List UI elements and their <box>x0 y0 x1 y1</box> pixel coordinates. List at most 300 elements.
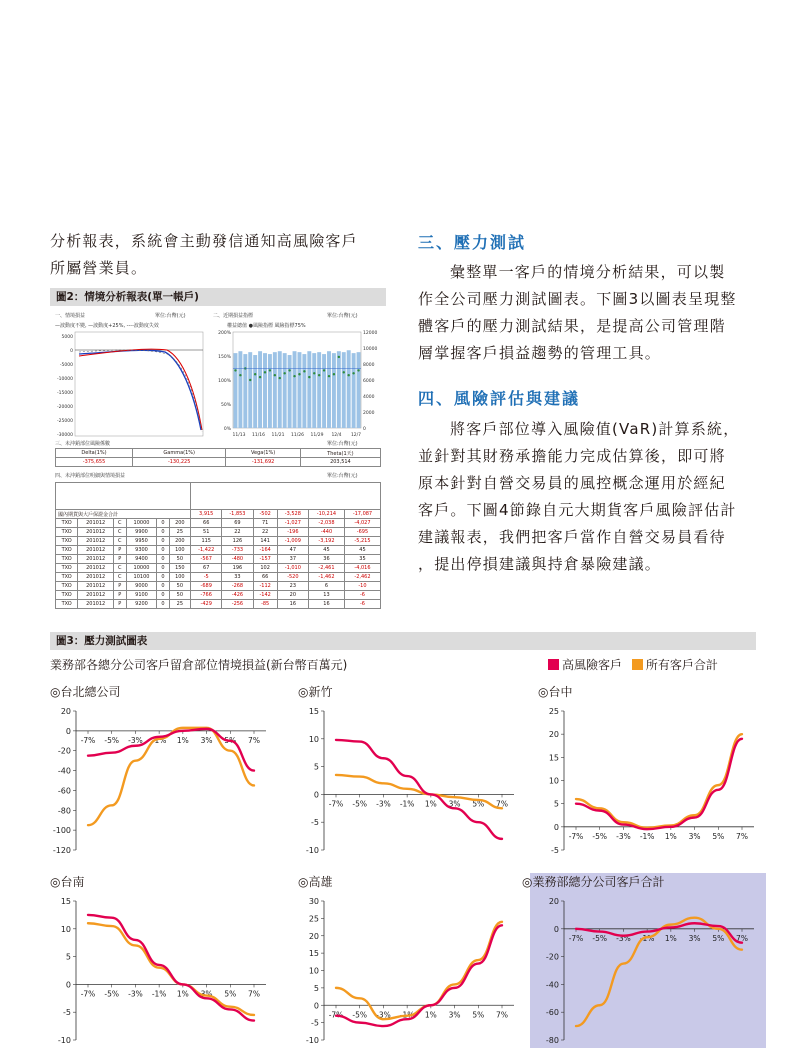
left-paragraph-line: 所屬營業員。 <box>50 259 148 277</box>
equity-bar <box>278 351 282 428</box>
risk-dot <box>328 375 330 377</box>
panel1-ytick: 5000 <box>61 335 73 340</box>
detail-cell: -1,422 <box>191 546 222 555</box>
detail-cell: 9000 <box>126 582 157 591</box>
x-tick-label: 3% <box>200 989 213 999</box>
detail-unit: 單位:台幣(元) <box>327 473 358 479</box>
y-tick-label: -120 <box>52 846 71 855</box>
detail-cell: C <box>113 519 126 528</box>
detail-cell: 196 <box>222 564 253 573</box>
x-tick-label: 1% <box>424 799 437 809</box>
detail-cell: 10000 <box>126 519 157 528</box>
risk-dot <box>313 372 315 374</box>
y-tick-label: 15 <box>308 949 319 959</box>
greeks-value: -375,655 <box>56 458 133 467</box>
x-tick-label: -7% <box>328 799 344 809</box>
panel1-title: 一、情境損益 <box>55 313 86 319</box>
detail-total-cell: -1,853 <box>222 510 253 519</box>
y-tick-label: 0 <box>65 980 71 990</box>
risk-dot <box>249 379 251 381</box>
equity-bar <box>298 352 302 428</box>
series-line-all-clients <box>88 923 254 1015</box>
detail-cell: 33 <box>222 573 253 582</box>
equity-bar <box>337 351 341 428</box>
detail-table <box>55 482 381 609</box>
y-tick-label: -40 <box>57 766 71 776</box>
detail-cell: TXO <box>56 600 78 609</box>
chart-title: ◎台南 <box>50 875 85 889</box>
panel1-legend: —波動度不變, —波動度+25%, ----波動度失效 <box>55 323 159 329</box>
y-tick-label: 0 <box>553 822 559 832</box>
detail-total-cell: -3,528 <box>277 510 308 519</box>
equity-bar <box>248 352 252 428</box>
detail-total-cell: -17,087 <box>344 510 380 519</box>
chart-plot <box>50 705 270 860</box>
risk-dot <box>274 374 276 376</box>
fig3-caption: 圖3：壓力測試圖表 <box>50 632 756 650</box>
y-tick-label: -5 <box>311 818 319 828</box>
x-tick-label: 7% <box>496 799 508 809</box>
panel2-xtick: 12/7 <box>350 433 362 438</box>
detail-total-label: 國內期貨與大戶保證金合計 <box>56 510 191 519</box>
equity-bar <box>263 353 267 428</box>
detail-cell: -520 <box>277 573 308 582</box>
x-tick-label: -5% <box>104 735 120 745</box>
risk-dot <box>338 356 340 358</box>
x-tick-label: 7% <box>736 933 748 943</box>
detail-cell: 102 <box>253 564 277 573</box>
panel2-xtick: 11/26 <box>291 433 304 438</box>
risk-dot <box>254 373 256 375</box>
risk-dot <box>343 371 345 373</box>
panel2-yright <box>363 330 377 432</box>
detail-cell: C <box>113 564 126 573</box>
x-tick-label: -7% <box>80 735 96 745</box>
detail-cell: 10100 <box>126 573 157 582</box>
equity-bar <box>322 354 326 428</box>
detail-cell: 0 <box>157 564 169 573</box>
stress-chart <box>538 683 758 858</box>
detail-cell: -567 <box>191 555 222 564</box>
greeks-header: Gamma(1%) <box>133 449 226 458</box>
detail-cell: 0 <box>157 582 169 591</box>
detail-cell: 47 <box>277 546 308 555</box>
x-tick-label: 7% <box>248 989 260 999</box>
y-tick-label: 20 <box>60 707 71 716</box>
detail-cell: -85 <box>253 600 277 609</box>
detail-cell: 201012 <box>78 537 114 546</box>
detail-cell: -3,192 <box>308 537 344 546</box>
detail-cell: -1,009 <box>277 537 308 546</box>
risk-dot <box>347 374 349 376</box>
y-tick-label: -5 <box>63 1008 71 1018</box>
detail-cell: -5,215 <box>344 537 380 546</box>
detail-cell: 22 <box>253 528 277 537</box>
detail-cell: 201012 <box>78 555 114 564</box>
chart-plot <box>538 895 758 1050</box>
equity-bar <box>312 353 316 428</box>
detail-cell: -440 <box>308 528 344 537</box>
detail-cell: 201012 <box>78 582 114 591</box>
detail-cell: 201012 <box>78 546 114 555</box>
detail-cell: -766 <box>191 591 222 600</box>
detail-cell: 10000 <box>126 564 157 573</box>
x-tick-label: 3% <box>688 831 701 841</box>
paragraph-line: 作全公司壓力測試圖表。下圖3以圖表呈現整 <box>418 290 737 308</box>
y-tick-label: 5 <box>313 983 319 993</box>
y-tick-label: 10 <box>308 966 319 976</box>
panel2-legend: 權益總值 ●風險指標 風險指標75% <box>227 323 306 329</box>
panel2-yright-tick: 12000 <box>363 331 378 336</box>
y-tick-label: -5 <box>311 1018 319 1028</box>
x-tick-label: -1% <box>399 1010 415 1020</box>
stress-chart <box>298 873 518 1048</box>
panel2-yleft-tick: 150% <box>218 355 231 360</box>
x-tick-label: -5% <box>352 799 368 809</box>
panel1-ytick: -5000 <box>59 363 73 368</box>
risk-dot <box>293 375 295 377</box>
detail-cell: -2,462 <box>344 573 380 582</box>
detail-cell: 0 <box>157 591 169 600</box>
panel2-yleft-tick: 50% <box>220 403 231 408</box>
paragraph-line: 層掌握客戶損益趨勢的管理工具。 <box>418 344 662 362</box>
risk-dot <box>259 376 261 378</box>
panel2-unit: 單位:台幣(元) <box>327 313 358 319</box>
fig3-main-title: 業務部各總分公司客戶留倉部位情境損益(新台幣百萬元) <box>50 658 348 672</box>
detail-cell: -196 <box>277 528 308 537</box>
x-tick-label: 5% <box>712 831 725 841</box>
detail-cell: 201012 <box>78 573 114 582</box>
detail-cell: 0 <box>157 573 169 582</box>
y-tick-label: 5 <box>553 799 559 809</box>
panel2-yright-tick: 0 <box>363 427 366 432</box>
detail-cell: -10 <box>344 582 380 591</box>
detail-cell: P <box>113 555 126 564</box>
detail-cell: -112 <box>253 582 277 591</box>
chart-title: ◎高雄 <box>298 875 333 889</box>
y-tick-label: 15 <box>308 707 319 716</box>
detail-cell: -1,027 <box>277 519 308 528</box>
x-tick-label: -5% <box>592 831 608 841</box>
x-tick-label: 5% <box>472 799 485 809</box>
detail-cell: 0 <box>157 555 169 564</box>
detail-cell: TXO <box>56 555 78 564</box>
risk-dot <box>303 370 305 372</box>
detail-cell: 25 <box>169 600 191 609</box>
y-tick-label: -60 <box>57 786 71 796</box>
detail-cell: 126 <box>222 537 253 546</box>
risk-dot <box>323 369 325 371</box>
detail-cell: TXO <box>56 573 78 582</box>
equity-bar <box>307 351 311 428</box>
detail-cell: 50 <box>169 591 191 600</box>
fig3-legend <box>548 656 718 673</box>
legend-label-high-risk: 高風險客戶 <box>562 658 623 672</box>
equity-bar <box>342 352 346 428</box>
y-tick-label: 0 <box>553 924 559 934</box>
legend-label-all: 所有客戶合計 <box>645 658 718 672</box>
paragraph-line: 原本針對自營交易員的風控概念運用於經紀 <box>418 474 726 492</box>
detail-cell: 0 <box>157 528 169 537</box>
y-tick-label: 20 <box>548 897 559 906</box>
detail-cell: -6 <box>344 600 380 609</box>
x-tick-label: 1% <box>664 831 677 841</box>
risk-dot <box>283 372 285 374</box>
detail-title: 四、未沖銷部位明細與情境損益 <box>55 473 126 479</box>
detail-cell: 141 <box>253 537 277 546</box>
paragraph-line: 建議報表，我們把客戶當作自營交易員看待 <box>418 528 726 546</box>
panel2-xtick: 11/21 <box>271 433 285 438</box>
detail-cell: TXO <box>56 546 78 555</box>
y-tick-label: 10 <box>60 924 71 934</box>
y-tick-label: -20 <box>545 952 559 962</box>
detail-cell: -4,016 <box>344 564 380 573</box>
y-tick-label: 0 <box>65 726 71 736</box>
recent-pnl-chart <box>213 330 383 442</box>
chart-title: ◎新竹 <box>298 685 333 699</box>
equity-bar <box>352 353 356 428</box>
equity-bar <box>234 353 238 428</box>
series-line-all-clients <box>336 922 502 1019</box>
x-tick-label: -3% <box>128 989 143 999</box>
legend-swatch-all <box>632 659 643 670</box>
x-tick-label: -1% <box>151 735 167 745</box>
greeks-value: 203,514 <box>300 458 380 467</box>
detail-cell: TXO <box>56 519 78 528</box>
detail-cell: -2,461 <box>308 564 344 573</box>
x-tick-label: -1% <box>151 989 167 999</box>
detail-row <box>56 591 381 600</box>
x-tick-label: -7% <box>80 989 96 999</box>
section-heading-risk-assessment: 四、風險評估與建議 <box>418 389 581 408</box>
x-tick-label: 7% <box>496 1010 508 1020</box>
detail-row <box>56 528 381 537</box>
equity-bar <box>317 352 321 428</box>
detail-cell: 9900 <box>126 528 157 537</box>
detail-cell: 22 <box>222 528 253 537</box>
y-tick-label: -80 <box>57 806 71 816</box>
y-tick-label: 10 <box>308 734 319 744</box>
panel2-yleft-tick: 200% <box>218 331 231 336</box>
detail-cell: TXO <box>56 537 78 546</box>
detail-cell: 69 <box>222 519 253 528</box>
y-tick-label: 10 <box>548 776 559 786</box>
detail-total-cell: 3,915 <box>191 510 222 519</box>
detail-cell: 37 <box>277 555 308 564</box>
detail-cell: -733 <box>222 546 253 555</box>
panel2-yright-tick: 6000 <box>363 379 375 384</box>
equity-bar <box>288 355 292 428</box>
left-paragraph <box>50 228 390 282</box>
paragraph-line: ，提出停損建議與持倉暴險建議。 <box>418 555 662 573</box>
x-tick-label: -7% <box>568 933 584 943</box>
y-tick-label: -10 <box>305 1036 319 1045</box>
detail-cell: 0 <box>157 519 169 528</box>
series-line-high-risk <box>88 915 254 1021</box>
x-tick-label: -3% <box>128 735 143 745</box>
detail-cell: 9400 <box>126 555 157 564</box>
detail-cell: 16 <box>308 600 344 609</box>
x-tick-label: 1% <box>176 989 189 999</box>
equity-bar <box>253 355 257 428</box>
panel2-yleft-tick: 100% <box>218 379 231 384</box>
y-tick-label: 20 <box>548 730 559 740</box>
detail-cell: 0 <box>157 546 169 555</box>
greeks-title: 三、未沖銷部位風險係數 <box>55 441 111 447</box>
y-tick-label: 25 <box>548 707 559 716</box>
x-tick-label: 5% <box>224 989 237 999</box>
series-line-high-risk <box>576 739 742 829</box>
greeks-header: Theta(1天) <box>300 449 380 458</box>
risk-dot <box>298 373 300 375</box>
detail-cell: 201012 <box>78 519 114 528</box>
detail-cell: 35 <box>344 555 380 564</box>
panel1-unit: 單位:台幣(元) <box>155 313 186 319</box>
x-tick-label: -1% <box>639 933 655 943</box>
y-tick-label: 0 <box>313 1001 319 1011</box>
detail-cell: 20 <box>277 591 308 600</box>
detail-cell: -480 <box>222 555 253 564</box>
detail-cell: -4,027 <box>344 519 380 528</box>
x-tick-label: -5% <box>352 1010 368 1020</box>
detail-cell: 16 <box>277 600 308 609</box>
equity-bar <box>273 352 277 428</box>
detail-cell: 13 <box>308 591 344 600</box>
detail-cell: -268 <box>222 582 253 591</box>
detail-cell: 66 <box>253 573 277 582</box>
y-tick-label: 0 <box>313 790 319 800</box>
x-tick-label: 7% <box>736 831 748 841</box>
chart-title: ◎業務部總分公司客戶合計 <box>522 875 665 889</box>
x-tick-label: 3% <box>688 933 701 943</box>
equity-bar <box>293 351 297 428</box>
x-tick-label: 7% <box>248 735 260 745</box>
detail-cell: 150 <box>169 564 191 573</box>
detail-cell: C <box>113 537 126 546</box>
panel1-ytick: -20000 <box>57 405 73 410</box>
detail-cell: 201012 <box>78 591 114 600</box>
panel2-title: 二、近期損益指標 <box>213 313 254 319</box>
panel2-xtick: 11/29 <box>310 433 324 438</box>
risk-dot <box>264 371 266 373</box>
panel1-ytick: -30000 <box>57 433 73 438</box>
legend-swatch-high-risk <box>548 659 559 670</box>
detail-row <box>56 546 381 555</box>
detail-cell: 200 <box>169 519 191 528</box>
series-line-all-clients <box>576 734 742 828</box>
panel2-xtick: 11/13 <box>232 433 246 438</box>
y-tick-label: -10 <box>305 846 319 855</box>
x-tick-label: 1% <box>176 735 189 745</box>
detail-cell: -426 <box>222 591 253 600</box>
chart-plot <box>50 895 270 1050</box>
detail-cell: 115 <box>191 537 222 546</box>
detail-cell: -142 <box>253 591 277 600</box>
detail-cell: -695 <box>344 528 380 537</box>
detail-cell: P <box>113 582 126 591</box>
x-tick-label: -3% <box>616 933 631 943</box>
detail-cell: -1,010 <box>277 564 308 573</box>
x-tick-label: -3% <box>376 799 391 809</box>
detail-cell: C <box>113 528 126 537</box>
x-tick-label: -7% <box>568 831 584 841</box>
x-tick-label: -1% <box>639 831 655 841</box>
scenario-pnl-chart <box>55 330 207 442</box>
section-heading-stress-test: 三、壓力測試 <box>418 233 527 252</box>
risk-dot <box>333 373 335 375</box>
fig2-caption: 圖2：情境分析報表(單一帳戶) <box>50 288 386 306</box>
x-tick-label: 5% <box>224 735 237 745</box>
equity-bar <box>302 354 306 428</box>
y-tick-label: -20 <box>57 746 71 756</box>
panel2-yleft-tick: 0% <box>223 427 231 432</box>
y-tick-label: 20 <box>308 931 319 941</box>
detail-cell: 200 <box>169 537 191 546</box>
risk-dot <box>269 369 271 371</box>
detail-cell: 71 <box>253 519 277 528</box>
detail-cell: 51 <box>191 528 222 537</box>
greeks-header: Delta(1%) <box>56 449 133 458</box>
x-tick-label: -7% <box>328 1010 344 1020</box>
y-tick-label: -60 <box>545 1008 559 1018</box>
detail-cell: TXO <box>56 591 78 600</box>
greeks-header: Vega(1%) <box>226 449 300 458</box>
detail-cell: 50 <box>169 582 191 591</box>
panel2-yright-tick: 2000 <box>363 411 375 416</box>
stress-chart <box>50 873 270 1048</box>
x-tick-label: 1% <box>424 1010 437 1020</box>
detail-cell: TXO <box>56 564 78 573</box>
detail-cell: 9200 <box>126 600 157 609</box>
y-tick-label: 5 <box>65 952 71 962</box>
detail-cell: 45 <box>344 546 380 555</box>
panel2-yright-tick: 8000 <box>363 363 375 368</box>
detail-cell: -5 <box>191 573 222 582</box>
risk-dot <box>357 369 359 371</box>
risk-dot <box>288 369 290 371</box>
chart-title: ◎台北總公司 <box>50 685 121 699</box>
detail-cell: 100 <box>169 546 191 555</box>
detail-total-cell: -10,214 <box>308 510 344 519</box>
detail-row <box>56 582 381 591</box>
equity-bar <box>268 354 272 428</box>
x-tick-label: 3% <box>448 1010 461 1020</box>
panel1-ytick: 0 <box>70 349 73 354</box>
detail-cell: P <box>113 600 126 609</box>
y-tick-label: 15 <box>548 753 559 763</box>
detail-cell: -157 <box>253 555 277 564</box>
x-tick-label: -5% <box>592 933 608 943</box>
greeks-table <box>55 448 381 467</box>
paragraph-line: 客戶。下圖4節錄自元大期貨客戶風險評估計 <box>418 501 737 519</box>
detail-cell: 9950 <box>126 537 157 546</box>
detail-cell: P <box>113 546 126 555</box>
detail-cell: -429 <box>191 600 222 609</box>
risk-assessment-paragraph <box>418 416 758 578</box>
panel2-yright-tick: 4000 <box>363 395 375 400</box>
detail-cell: 9300 <box>126 546 157 555</box>
risk-dot <box>352 372 354 374</box>
y-tick-label: -100 <box>52 826 71 836</box>
paragraph-line: 體客戶的壓力測試結果，是提高公司管理階 <box>418 317 726 335</box>
detail-cell: -689 <box>191 582 222 591</box>
detail-row <box>56 537 381 546</box>
panel1-ytick: -15000 <box>57 391 73 396</box>
paragraph-line: 將客戶部位導入風險值(VaR)計算系統， <box>450 420 740 438</box>
detail-cell: 50 <box>169 555 191 564</box>
stress-chart <box>298 683 518 858</box>
detail-cell: P <box>113 591 126 600</box>
